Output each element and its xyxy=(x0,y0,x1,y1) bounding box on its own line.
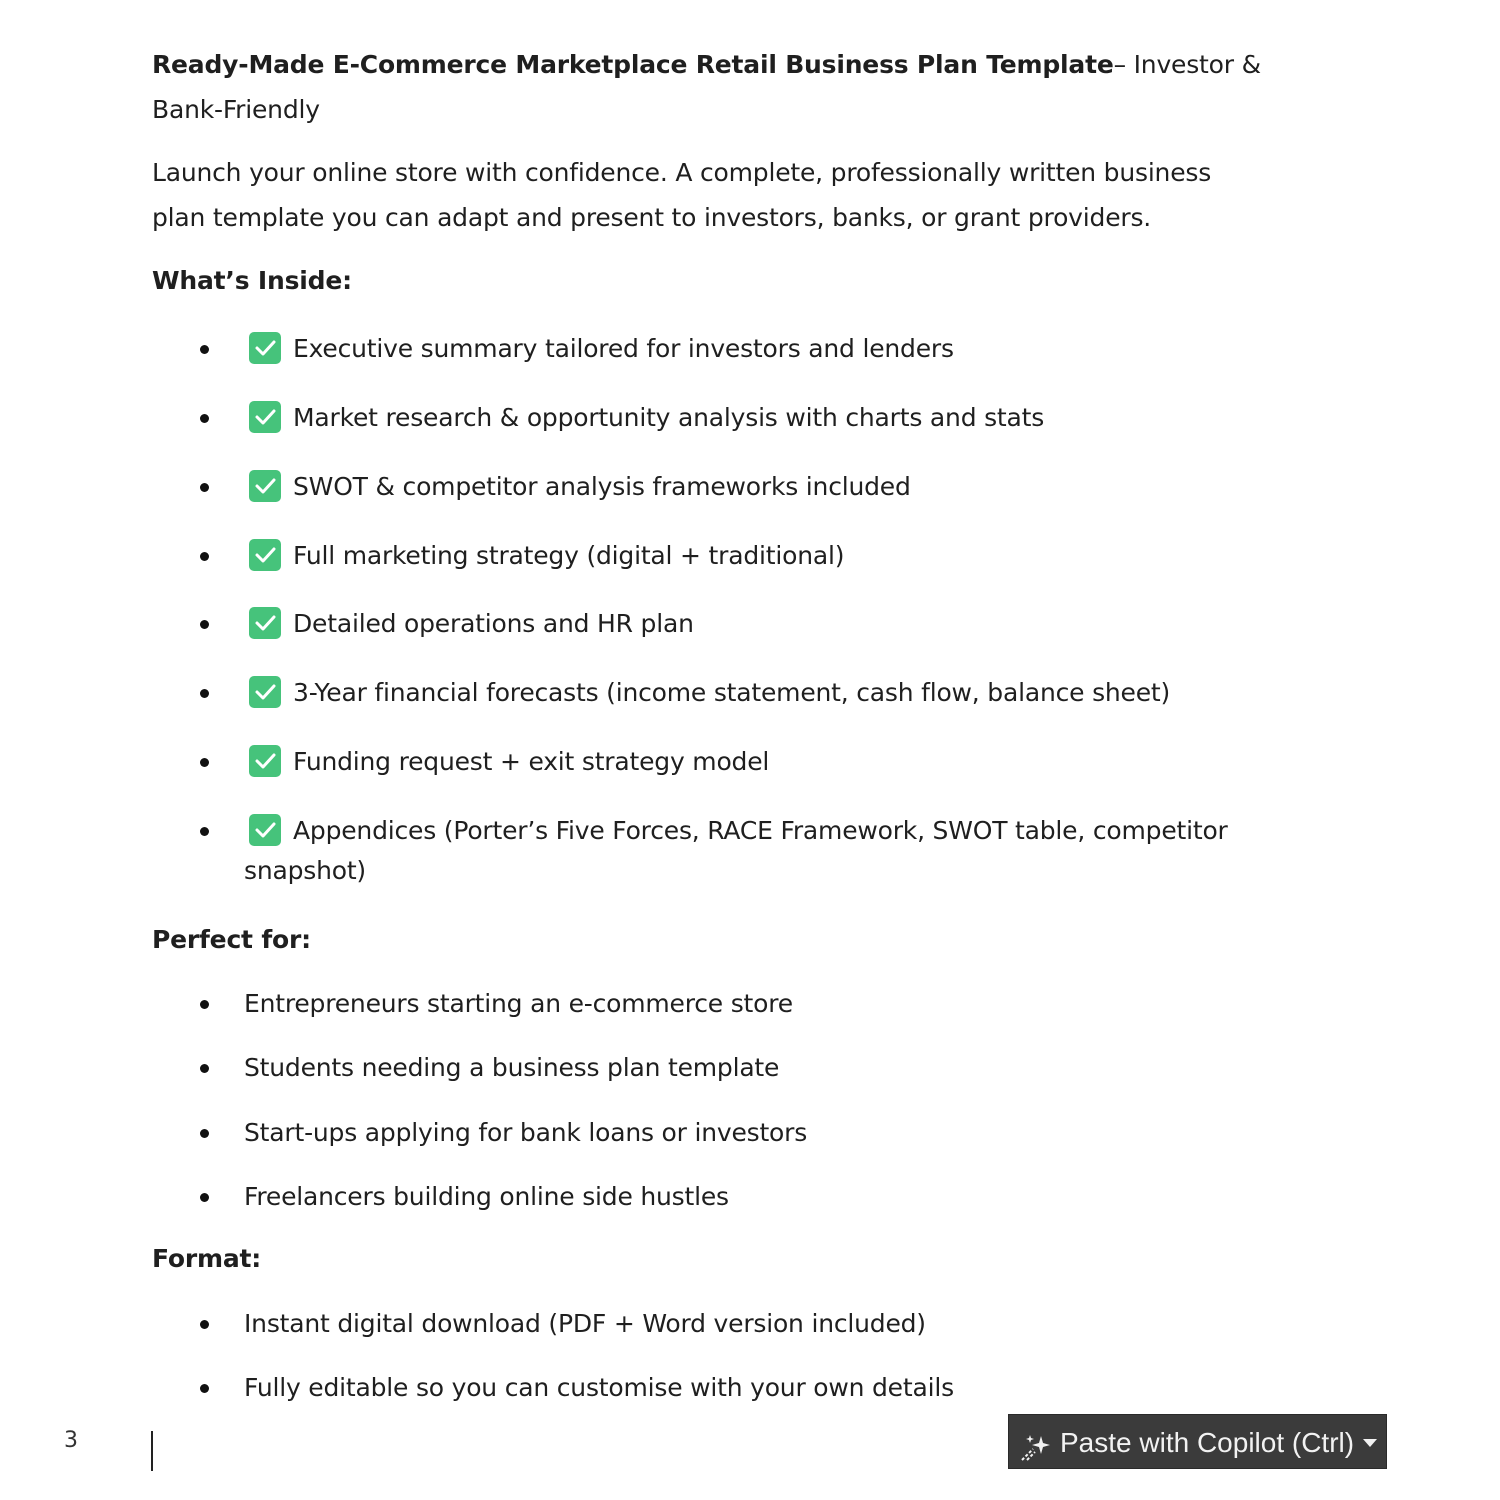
intro-line-2: plan template you can adapt and present to investors, banks, or grant providers. xyxy=(152,203,1152,232)
list-item-label: Students needing a business plan template xyxy=(244,1053,780,1082)
check-mark-button-icon xyxy=(249,607,281,639)
bullet-icon xyxy=(200,1129,209,1138)
bullet-icon xyxy=(200,552,209,561)
list-item-label: Detailed operations and HR plan xyxy=(293,609,694,638)
list-item xyxy=(0,536,1500,576)
list-item-label: Start-ups applying for bank loans or investors xyxy=(244,1118,808,1147)
list-item xyxy=(0,1368,1500,1408)
bullet-icon xyxy=(200,414,209,423)
list-item xyxy=(0,467,1500,507)
list-item xyxy=(0,604,1500,644)
paste-with-copilot-label: Paste with Copilot (Ctrl) xyxy=(1060,1427,1355,1458)
paste-with-copilot-button[interactable] xyxy=(1008,1414,1387,1469)
bullet-icon xyxy=(200,1193,209,1202)
list-item xyxy=(0,1048,1500,1088)
list-item xyxy=(0,1113,1500,1153)
section-heading-inside: What’s Inside: xyxy=(152,266,352,295)
doc-title-line2: Bank-Friendly xyxy=(152,95,320,124)
bullet-icon xyxy=(200,758,209,767)
list-item-label: 3-Year financial forecasts (income statement, cash flow, balance sheet) xyxy=(293,678,1171,707)
list-item-label-continued: snapshot) xyxy=(244,856,366,885)
list-item-label: SWOT & competitor analysis frameworks included xyxy=(293,472,911,501)
chevron-down-icon[interactable] xyxy=(1363,1439,1377,1447)
bullet-icon xyxy=(200,620,209,629)
bullet-icon xyxy=(200,827,209,836)
section-heading-perfect-for: Perfect for: xyxy=(152,925,311,954)
text-caret[interactable] xyxy=(151,1431,153,1471)
list-item xyxy=(0,984,1500,1024)
check-mark-button-icon xyxy=(249,814,281,846)
check-mark-button-icon xyxy=(249,745,281,777)
list-item-label: Executive summary tailored for investors and lenders xyxy=(293,334,954,363)
bullet-icon xyxy=(200,1320,209,1329)
doc-title xyxy=(152,42,1261,87)
check-mark-button-icon xyxy=(249,676,281,708)
bullet-icon xyxy=(200,689,209,698)
list-item-label: Market research & opportunity analysis with charts and stats xyxy=(293,403,1045,432)
list-item-label: Fully editable so you can customise with your own details xyxy=(244,1373,954,1402)
section-heading-format: Format: xyxy=(152,1244,262,1273)
list-item xyxy=(0,1177,1500,1217)
list-item xyxy=(0,329,1500,369)
check-mark-button-icon xyxy=(249,539,281,571)
check-mark-button-icon xyxy=(249,332,281,364)
list-item-label: Freelancers building online side hustles xyxy=(244,1182,729,1211)
list-item xyxy=(0,673,1500,713)
bullet-icon xyxy=(200,1384,209,1393)
list-item-label: Funding request + exit strategy model xyxy=(293,747,770,776)
intro-line-1: Launch your online store with confidence. A complete, professionally written business xyxy=(152,158,1212,187)
check-mark-button-icon xyxy=(249,401,281,433)
doc-title-rest: – Investor & xyxy=(1113,50,1261,79)
list-item xyxy=(0,398,1500,438)
list-item xyxy=(0,742,1500,782)
list-item-label: Entrepreneurs starting an e-commerce store xyxy=(244,989,793,1018)
bullet-icon xyxy=(200,1064,209,1073)
list-item-label: Instant digital download (PDF + Word version included) xyxy=(244,1309,926,1338)
list-item-label: Appendices (Porter’s Five Forces, RACE Framework, SWOT table, competitor xyxy=(293,816,1228,845)
list-item-label: Full marketing strategy (digital + traditional) xyxy=(293,541,845,570)
copilot-sparkle-icon xyxy=(1019,1427,1053,1459)
list-item xyxy=(0,1304,1500,1344)
bullet-icon xyxy=(200,483,209,492)
bullet-icon xyxy=(200,345,209,354)
check-mark-button-icon xyxy=(249,470,281,502)
list-item xyxy=(0,811,1500,891)
bullet-icon xyxy=(200,1000,209,1009)
gutter-mark: 3 xyxy=(64,1428,78,1453)
doc-title-bold: Ready-Made E-Commerce Marketplace Retail Business Plan Template xyxy=(152,50,1114,79)
